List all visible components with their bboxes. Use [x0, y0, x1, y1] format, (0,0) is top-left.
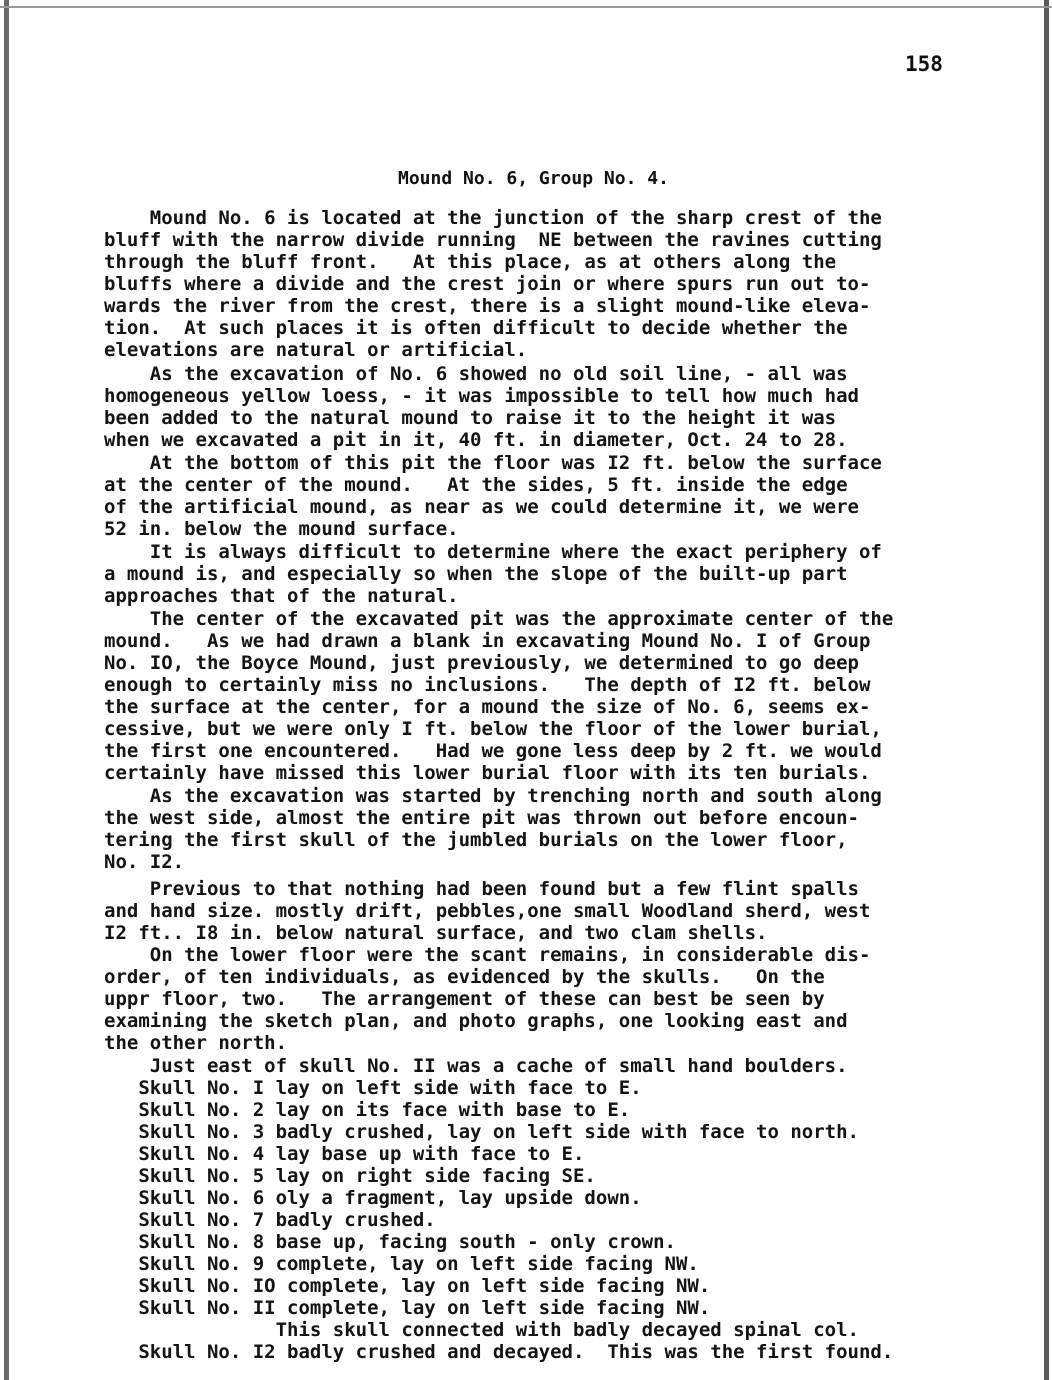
text-line: Previous to that nothing had been found but a few flint spalls: [104, 878, 859, 900]
page-title: Mound No. 6, Group No. 4.: [398, 168, 669, 189]
text-line: This skull connected with badly decayed spinal col.: [104, 1319, 859, 1341]
text-line: Mound No. 6 is located at the junction of the sharp crest of the: [104, 207, 882, 229]
text-line: the first one encountered. Had we gone less deep by 2 ft. we would: [104, 740, 882, 762]
text-line: Skull No. 2 lay on its face with base to E.: [104, 1099, 631, 1121]
text-line: a mound is, and especially so when the slope of the built-up part: [104, 563, 848, 585]
page-number: 158: [905, 52, 943, 76]
text-line: the surface at the center, for a mound the size of No. 6, seems ex-: [104, 696, 871, 718]
text-line: the west side, almost the entire pit was thrown out before encoun-: [104, 807, 859, 829]
text-line: I2 ft.. I8 in. below natural surface, and two clam shells.: [104, 922, 768, 944]
text-line: As the excavation was started by trenching north and south along: [104, 785, 882, 807]
text-line: bluffs where a divide and the crest join or where spurs run out to-: [104, 273, 871, 295]
text-line: Skull No. IO complete, lay on left side facing NW.: [104, 1275, 711, 1297]
text-line: cessive, but we were only I ft. below the floor of the lower burial,: [104, 718, 882, 740]
text-line: Skull No. 8 base up, facing south - only crown.: [104, 1231, 676, 1253]
text-line: Skull No. 6 oly a fragment, lay upside down.: [104, 1187, 642, 1209]
text-line: through the bluff front. At this place, as at others along the: [104, 251, 837, 273]
text-line: Skull No. 4 lay base up with face to E.: [104, 1143, 585, 1165]
text-line: and hand size. mostly drift, pebbles,one small Woodland sherd, west: [104, 900, 871, 922]
text-line: Skull No. 9 complete, lay on left side facing NW.: [104, 1253, 699, 1275]
text-line: enough to certainly miss no inclusions. The depth of I2 ft. below: [104, 674, 871, 696]
text-line: 52 in. below the mound surface.: [104, 518, 459, 540]
text-line: No. I2.: [104, 851, 185, 873]
text-line: of the artificial mound, as near as we could determine it, we were: [104, 496, 859, 518]
text-line: tering the first skull of the jumbled burials on the lower floor,: [104, 829, 848, 851]
scan-border-left: [4, 0, 9, 1380]
text-line: mound. As we had drawn a blank in excavating Mound No. I of Group: [104, 630, 871, 652]
text-line: tion. At such places it is often difficult to decide whether the: [104, 317, 848, 339]
text-line: wards the river from the crest, there is a slight mound-like eleva-: [104, 295, 871, 317]
text-line: The center of the excavated pit was the approximate center of the: [104, 608, 894, 630]
text-line: the other north.: [104, 1032, 288, 1054]
text-line: No. IO, the Boyce Mound, just previously, we determined to go deep: [104, 652, 859, 674]
scan-border-right: [1044, 0, 1049, 1380]
text-line: As the excavation of No. 6 showed no old soil line, - all was: [104, 363, 848, 385]
text-line: Skull No. 3 badly crushed, lay on left side with face to north.: [104, 1121, 859, 1143]
text-line: Skull No. I2 badly crushed and decayed. This was the first found.: [104, 1341, 894, 1363]
text-line: bluff with the narrow divide running NE between the ravines cutting: [104, 229, 882, 251]
text-line: At the bottom of this pit the floor was I2 ft. below the surface: [104, 452, 882, 474]
text-line: homogeneous yellow loess, - it was impossible to tell how much had: [104, 385, 859, 407]
text-line: order, of ten individuals, as evidenced by the skulls. On the: [104, 966, 825, 988]
text-line: elevations are natural or artificial.: [104, 339, 528, 361]
text-line: examining the sketch plan, and photo graphs, one looking east and: [104, 1010, 848, 1032]
text-line: Skull No. I lay on left side with face to E.: [104, 1077, 642, 1099]
text-line: uppr floor, two. The arrangement of these can best be seen by: [104, 988, 825, 1010]
text-line: been added to the natural mound to raise it to the height it was: [104, 407, 837, 429]
text-line: Skull No. II complete, lay on left side facing NW.: [104, 1297, 711, 1319]
text-line: It is always difficult to determine where the exact periphery of: [104, 541, 882, 563]
text-line: at the center of the mound. At the sides, 5 ft. inside the edge: [104, 474, 848, 496]
text-line: certainly have missed this lower burial floor with its ten burials.: [104, 762, 871, 784]
scan-border-top: [0, 6, 1052, 8]
text-line: Just east of skull No. II was a cache of small hand boulders.: [104, 1055, 848, 1077]
text-line: approaches that of the natural.: [104, 585, 459, 607]
text-line: On the lower floor were the scant remains, in considerable dis-: [104, 944, 871, 966]
text-line: when we excavated a pit in it, 40 ft. in diameter, Oct. 24 to 28.: [104, 429, 848, 451]
text-line: Skull No. 5 lay on right side facing SE.: [104, 1165, 596, 1187]
text-line: Skull No. 7 badly crushed.: [104, 1209, 436, 1231]
